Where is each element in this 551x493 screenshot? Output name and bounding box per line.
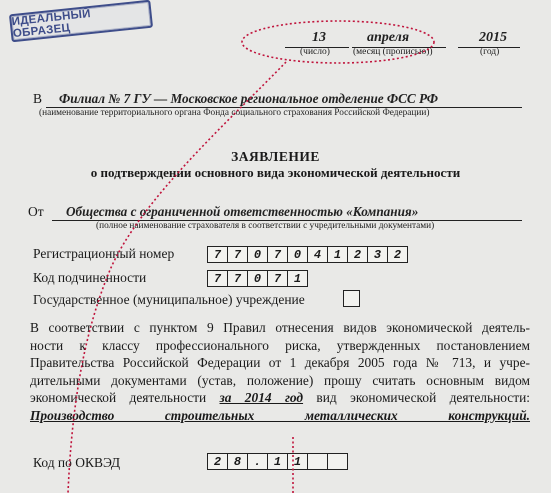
paragraph-text: экономической деятельности xyxy=(30,390,207,406)
registration-digit: 2 xyxy=(387,246,408,263)
sender-prefix: От xyxy=(28,204,44,219)
okved-digit: . xyxy=(247,453,268,470)
annotation-leader-curve xyxy=(68,62,286,493)
date-year: 2015 xyxy=(479,30,507,45)
activity-name: Производство строительных металлических конструкций. xyxy=(30,407,530,423)
subordination-digit: 7 xyxy=(207,270,228,287)
subordination-digit: 1 xyxy=(287,270,308,287)
sample-stamp: ИДЕАЛЬНЫЙ ОБРАЗЕЦ xyxy=(9,0,153,42)
registration-digit: 0 xyxy=(247,246,268,263)
reporting-year: за 2014 год xyxy=(219,390,304,406)
document-title: ЗАЯВЛЕНИЕ xyxy=(231,149,320,164)
recipient-name: Филиал № 7 ГУ — Московское региональное отделение ФСС РФ xyxy=(59,91,438,106)
registration-digit: 2 xyxy=(347,246,368,263)
subordination-label: Код подчиненности xyxy=(33,270,147,285)
registration-digit: 0 xyxy=(287,246,308,263)
subordination-digit: 0 xyxy=(247,270,268,287)
date-day-caption: (число) xyxy=(300,47,330,57)
okved-digit: 1 xyxy=(287,453,308,470)
paragraph-line: ности к классу профессионального риска, утвержденных постановлением xyxy=(30,337,530,353)
paragraph-line: В соответствии с пунктом 9 Правил отнесения видов экономической деятель- xyxy=(30,320,530,335)
okved-digit: 2 xyxy=(207,453,228,470)
date-highlight-ellipse xyxy=(242,21,434,63)
date-day: 13 xyxy=(312,30,326,45)
registration-digit: 7 xyxy=(267,246,288,263)
sender-caption: (полное наименование страхователя в соответствии с учредительными документами) xyxy=(96,221,435,231)
date-month-caption: (месяц (прописью)) xyxy=(353,47,433,57)
registration-digit: 7 xyxy=(207,246,228,263)
registration-digit: 3 xyxy=(367,246,388,263)
document-subtitle: о подтверждении основного вида экономической деятельности xyxy=(90,165,461,180)
okved-digit: 8 xyxy=(227,453,248,470)
registration-label: Регистрационный номер xyxy=(33,246,175,261)
recipient-caption: (наименование территориального органа Фонда социального страхования Российской Федерации) xyxy=(39,108,430,118)
subordination-digit: 7 xyxy=(227,270,248,287)
registration-digit: 4 xyxy=(307,246,328,263)
okved-digit: 1 xyxy=(267,453,288,470)
subordination-digit: 7 xyxy=(267,270,288,287)
paragraph-line: дительными документами (устав, положение) прошу считать основным видом xyxy=(30,372,530,388)
date-year-caption: (год) xyxy=(480,47,500,57)
registration-digit: 7 xyxy=(227,246,248,263)
okved-label: Код по ОКВЭД xyxy=(33,455,121,470)
paragraph-line: Правительства Российской Федерации от 1 декабря 2005 года № 713, и учре- xyxy=(30,355,530,371)
paragraph-text: вид экономической деятельности: xyxy=(316,390,530,406)
date-month: апреля xyxy=(367,30,410,45)
sender-name: Общества с ограниченной ответственностью «Компания» xyxy=(66,204,419,219)
registration-digit: 1 xyxy=(327,246,348,263)
state-institution-label: Государственное (муниципальное) учреждение xyxy=(33,292,305,307)
recipient-prefix: В xyxy=(33,91,43,106)
